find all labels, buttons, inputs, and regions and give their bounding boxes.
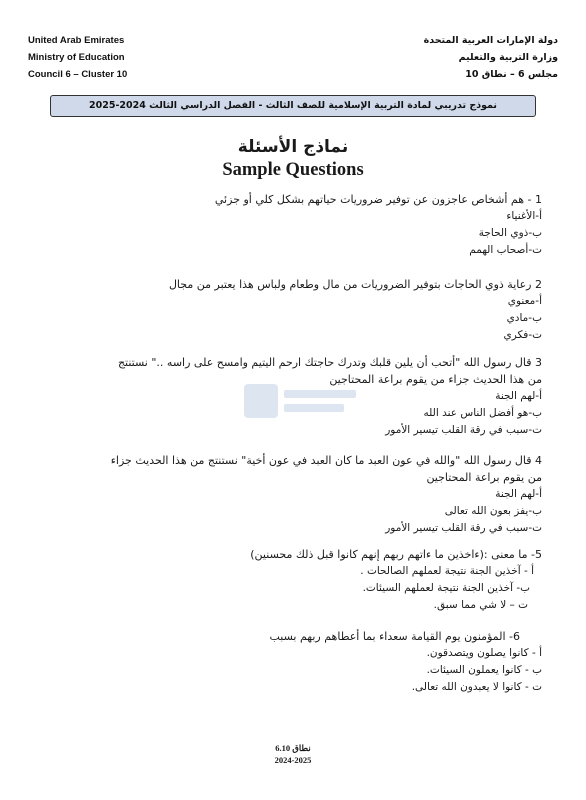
option-b: ب-مادي [506, 312, 542, 324]
header-left [28, 32, 127, 83]
option-c: ت-سبب في رقة القلب تيسير الأمور [385, 424, 542, 436]
question-stem-continued: من يقوم براعة المحتاجين [426, 471, 542, 484]
header-ministry: Ministry of Education [28, 52, 125, 63]
option-b: ب- آخذين الجنة نتيجة لعملهم السيئات. [362, 582, 530, 594]
option-a: أ-الأغنياء [506, 210, 542, 222]
option-c: ت-سبب في رقة القلب تيسير الأمور [385, 522, 542, 534]
exam-banner: نموذج تدريبي لمادة التربية الإسلامية للصف الثالث - الفصل الدراسي الثالث 2024-2025 [50, 95, 536, 117]
option-a: أ-لهم الجنة [495, 488, 542, 500]
page-title-arabic: نماذج الأسئلة [237, 137, 349, 157]
option-b: ب-هو أفضل الناس عند الله [423, 407, 542, 419]
question-stem: 4 قال رسول الله "والله في عون العبد ما كان العبد في عون أخية" نستنتج من هذا الحديث جزاء [110, 454, 542, 467]
option-c: ت-أصحاب الهمم [469, 244, 542, 256]
header-country: United Arab Emirates [28, 35, 125, 46]
question-stem-continued: من هذا الحديث جزاء من يقوم براعة المحتاجين [329, 373, 542, 386]
option-a: أ-لهم الجنة [495, 390, 542, 402]
question-3 [118, 354, 542, 439]
page-title-english: Sample Questions [222, 160, 364, 180]
option-a: أ-معنوي [507, 295, 542, 307]
footer-year: 2024-2025 [274, 755, 312, 765]
option-b: ب-يفز بعون الله تعالى [444, 505, 542, 517]
question-stem: 2 رعاية ذوي الحاجات بتوفير الضروريات من مال وطعام ولباس هذا يعتبر من مجال [168, 278, 542, 291]
option-b: ب - كانوا يعملون السيئات. [426, 664, 542, 676]
option-c: ت-فكري [503, 329, 542, 341]
header-country-ar: دولة الإمارات العربية المتحدة [423, 35, 558, 46]
question-stem: 3 قال رسول الله "أتحب أن يلين قلبك وتدرك حاجتك ارحم اليتيم وامسح على راسه .." نستنتج [117, 356, 542, 369]
option-c: ت - كانوا لا يعبدون الله تعالى. [411, 681, 542, 693]
question-5 [250, 546, 542, 614]
question-6 [269, 628, 542, 696]
question-4 [111, 452, 542, 537]
question-stem: 1 - هم أشخاص عاجزون عن توفير ضروريات حياتهم بشكل كلي أو جزئي [214, 193, 542, 206]
option-a: أ - آخذين الجنة نتيجة لعملهم الصالحات . [360, 565, 534, 577]
question-stem: 5- ما معنى :(ءاخذين ما ءاتهم ربهم إنهم كانوا قبل ذلك محسنين) [250, 548, 542, 561]
option-b: ب-ذوي الحاجة [478, 227, 542, 239]
question-1 [215, 191, 542, 259]
question-2 [169, 276, 542, 344]
question-stem: 6- المؤمنون يوم القيامة سعداء بما أعطاهم ربهم بسبب [269, 630, 520, 643]
header-ministry-ar: وزارة التربية والتعليم [458, 52, 558, 63]
header-council-ar: مجلس 6 – نطاق 10 [465, 69, 558, 80]
header-council: Council 6 – Cluster 10 [28, 69, 128, 80]
header-right [424, 32, 558, 83]
footer-cluster: نطاق 6.10 [275, 743, 311, 753]
page-footer [0, 742, 586, 766]
option-a: أ - كانوا يصلون ويتصدقون. [426, 647, 542, 659]
option-c: ت – لا شي مما سبق. [433, 599, 528, 611]
